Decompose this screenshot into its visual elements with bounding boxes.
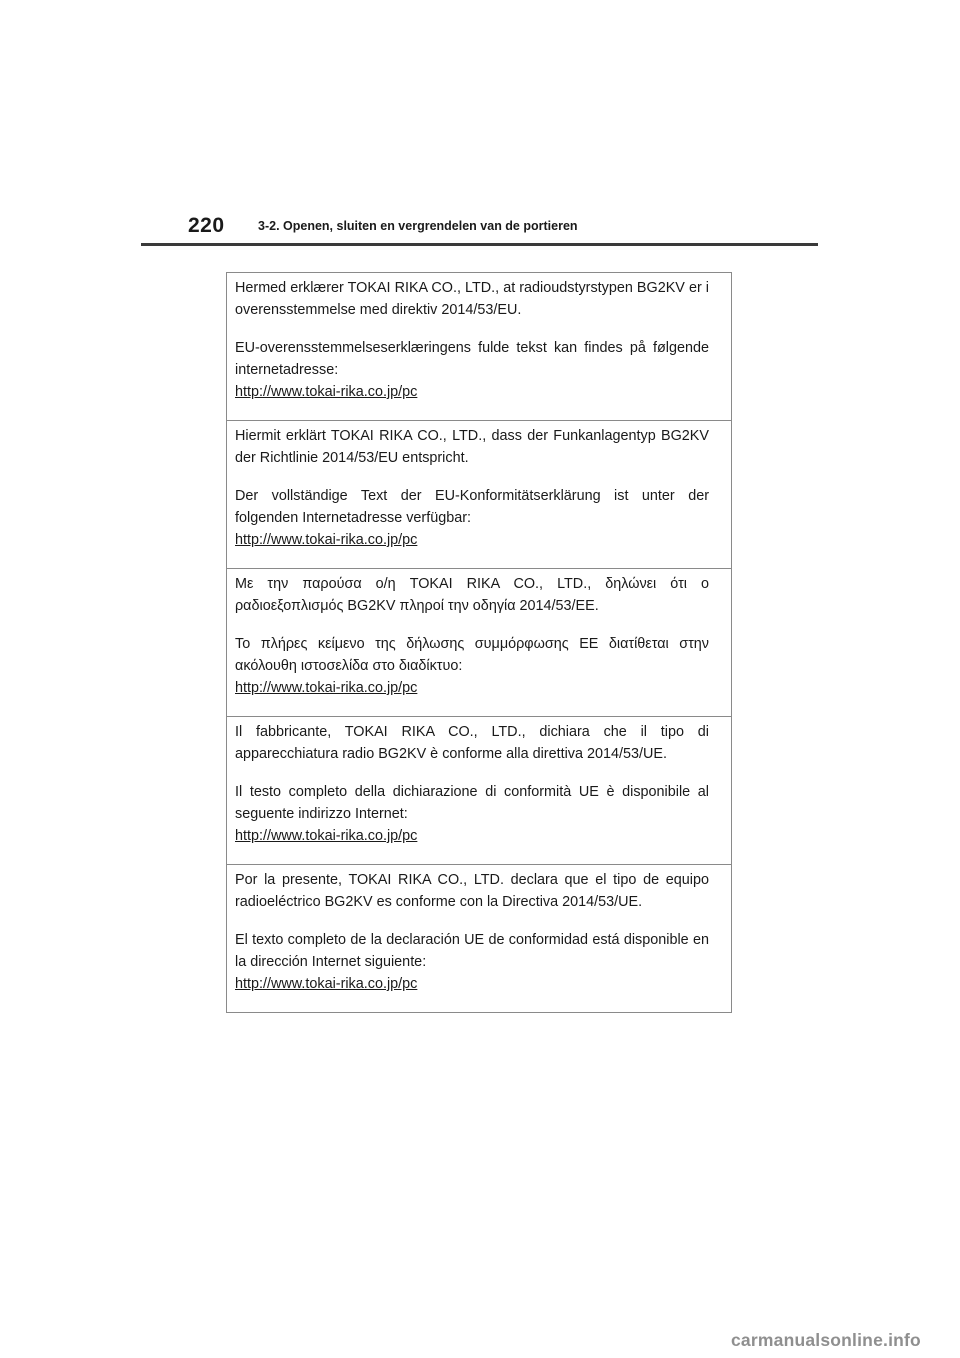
declaration-german bbox=[227, 421, 731, 569]
declaration-italian bbox=[227, 717, 731, 865]
section-title: 3-2. Openen, sluiten en vergrendelen van de portieren bbox=[258, 219, 578, 233]
declaration-statement: Por la presente, TOKAI RIKA CO., LTD. declara que el tipo de equipo radioeléctrico BG2KV es conforme con la Directiva 2014/53/UE. bbox=[235, 872, 709, 910]
declaration-statement: Με την παρούσα ο/η TOKAI RIKA CO., LTD., δηλώνει ότι ο ραδιοεξοπλισμός BG2KV πληροί την οδηγία 2014/53/ΕΕ. bbox=[235, 576, 709, 614]
availability-text: EU-overensstemmelseserklæringens fulde tekst kan findes på følgende internetadresse: bbox=[235, 340, 709, 378]
page-header bbox=[0, 0, 960, 250]
declarations-table bbox=[226, 272, 732, 1013]
declaration-availability bbox=[235, 633, 709, 699]
declaration-availability bbox=[235, 781, 709, 847]
availability-text: El texto completo de la declaración UE de conformidad está disponible en la dirección Internet siguiente: bbox=[235, 932, 709, 970]
declaration-greek bbox=[227, 569, 731, 717]
page-number: 220 bbox=[188, 214, 225, 237]
header-divider bbox=[141, 243, 818, 246]
availability-text: Il testo completo della dichiarazione di conformità UE è disponibile al seguente indirizzo Internet: bbox=[235, 784, 709, 822]
declaration-statement: Hermed erklærer TOKAI RIKA CO., LTD., at radioudstyrstypen BG2KV er i overensstemmelse med direktiv 2014/53/EU. bbox=[235, 280, 709, 318]
declaration-spanish bbox=[227, 865, 731, 1012]
declaration-url-link[interactable]: http://www.tokai-rika.co.jp/pc bbox=[235, 680, 418, 696]
declaration-availability bbox=[235, 485, 709, 551]
declaration-url-link[interactable]: http://www.tokai-rika.co.jp/pc bbox=[235, 532, 418, 548]
watermark-text: carmanualsonline.info bbox=[731, 1330, 921, 1350]
declaration-statement: Il fabbricante, TOKAI RIKA CO., LTD., dichiara che il tipo di apparecchiatura radio BG2KV è conforme alla direttiva 2014/53/UE. bbox=[235, 724, 709, 762]
declaration-availability bbox=[235, 337, 709, 403]
availability-text: Der vollständige Text der EU-Konformitätserklärung ist unter der folgenden Internetadresse verfügbar: bbox=[235, 488, 709, 526]
declaration-url-link[interactable]: http://www.tokai-rika.co.jp/pc bbox=[235, 828, 418, 844]
declaration-statement: Hiermit erklärt TOKAI RIKA CO., LTD., dass der Funkanlagentyp BG2KV der Richtlinie 2014/53/EU entspricht. bbox=[235, 428, 709, 466]
declaration-danish bbox=[227, 273, 731, 421]
declaration-url-link[interactable]: http://www.tokai-rika.co.jp/pc bbox=[235, 384, 418, 400]
availability-text: Το πλήρες κείμενο της δήλωσης συμμόρφωσης ΕΕ διατίθεται στην ακόλουθη ιστοσελίδα στο διαδίκτυο: bbox=[235, 636, 709, 674]
declaration-url-link[interactable]: http://www.tokai-rika.co.jp/pc bbox=[235, 976, 418, 992]
declaration-availability bbox=[235, 929, 709, 995]
